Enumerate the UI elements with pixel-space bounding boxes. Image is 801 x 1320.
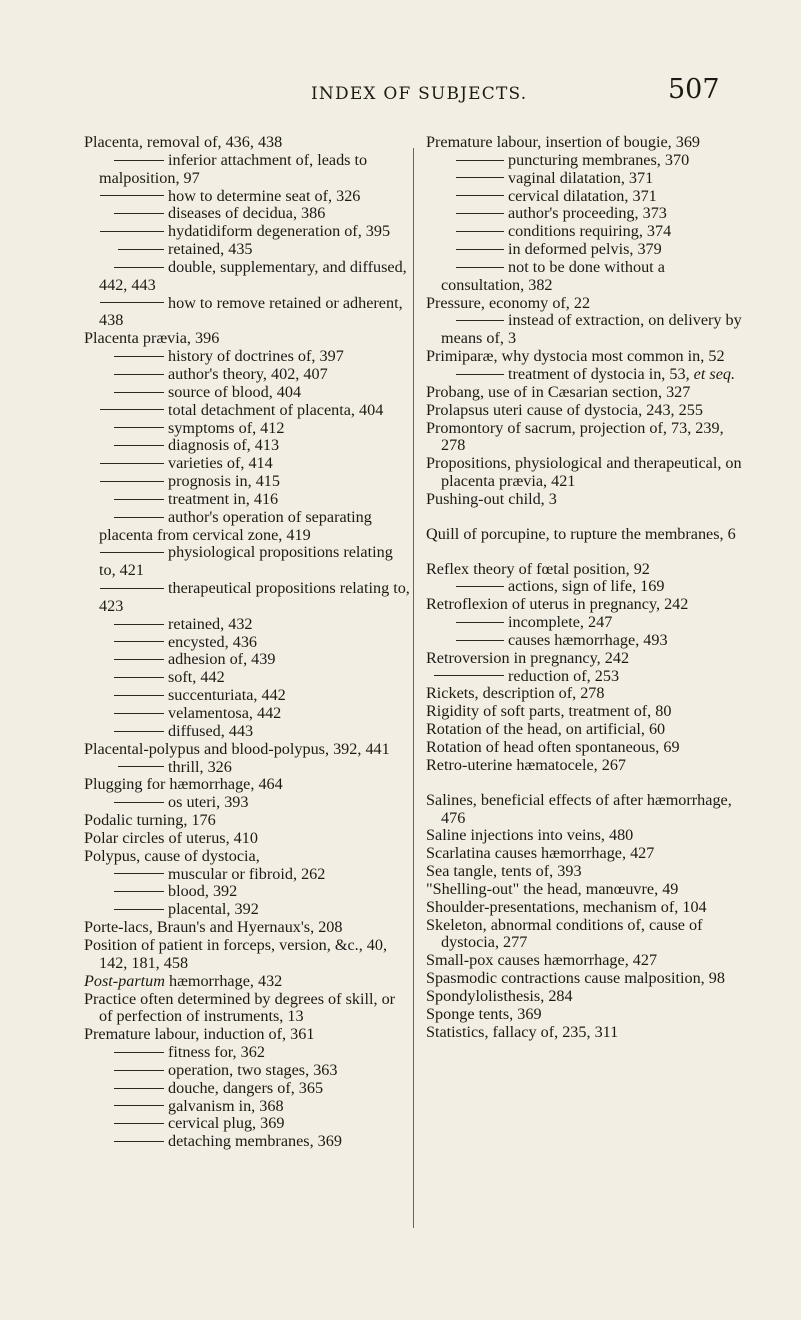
entry-text: total detachment of placenta, 404 [168,400,384,419]
entry-text: Practice often determined by degrees of skill, or of perfection of instruments, 13 [84,989,396,1026]
index-entry [426,650,748,668]
entry-text: Spasmodic contractions cause malposition, 98 [426,969,725,988]
index-entry [84,134,412,152]
index-entry [426,134,748,152]
ditto-rule [118,249,164,250]
ditto-rule [100,552,164,553]
entry-text: Pushing-out child, 3 [426,489,557,508]
entry-text: retained, 435 [168,240,253,259]
ditto-rule [114,445,164,446]
index-subentry [84,402,412,420]
index-subentry [84,687,412,705]
entry-text: encysted, 436 [168,632,258,651]
ditto-rule [456,267,504,268]
entry-text: operation, two stages, 363 [168,1060,338,1079]
entry-text: Rotation of head often spontaneous, 69 [426,738,680,756]
index-subentry [84,705,412,723]
entry-text: Polypus, cause of dystocia, [84,846,260,865]
index-subentry [84,152,412,188]
entry-text: Rigidity of soft parts, treatment of, 80 [426,702,672,721]
ditto-rule [114,802,164,803]
index-entry [426,561,748,579]
index-entry [84,776,412,794]
index-entry [84,830,412,848]
entry-text: Retroflexion of uterus in pregnancy, 242 [426,595,689,614]
index-subentry [84,1098,412,1116]
index-subentry [84,437,412,455]
entry-text: Primiparæ, why dystocia most common in, 52 [426,347,725,366]
index-subentry [426,614,748,632]
index-entry [426,348,748,366]
entry-text: Premature labour, induction of, 361 [84,1025,315,1044]
ditto-rule [100,588,164,589]
ditto-rule [456,374,504,375]
ditto-rule [456,320,504,321]
entry-text: soft, 442 [168,668,225,687]
index-subentry [426,259,748,295]
page-number: 507 [668,74,720,105]
entry-text: succenturiata, 442 [168,686,286,705]
ditto-rule [114,713,164,714]
entry-text: history of doctrines of, 397 [168,347,344,366]
ditto-rule [114,392,164,393]
index-subentry [84,580,412,616]
entry-text: Placenta prævia, 396 [84,329,220,348]
index-entry [426,757,748,775]
entry-text: Rickets, description of, 278 [426,684,605,703]
index-column-right [426,134,748,1042]
index-subentry [426,366,748,384]
entry-text: author's operation of separating placenta from cervical zone, 419 [99,507,372,544]
entry-text: muscular or fibroid, 262 [168,864,326,883]
ditto-rule [114,374,164,375]
entry-text: how to remove retained or adherent, 438 [99,293,403,330]
entry-text: Sea tangle, tents of, 393 [426,862,582,881]
index-entry [426,827,748,845]
index-entry [426,952,748,970]
ditto-rule [114,1070,164,1071]
index-entry [426,384,748,402]
entry-text: Sponge tents, 369 [426,1004,542,1023]
index-subentry [84,420,412,438]
ditto-rule [114,677,164,678]
entry-text: physiological propositions relating to, 421 [99,543,393,580]
entry-text: Small-pox causes hæmorrhage, 427 [426,951,658,970]
index-subentry [84,1115,412,1133]
section-gap [426,509,748,526]
ditto-rule [114,213,164,214]
ditto-rule [456,177,504,178]
ditto-rule [114,267,164,268]
column-divider [413,148,414,1228]
index-entry [84,848,412,866]
index-subentry [84,188,412,206]
index-entry [84,919,412,937]
ditto-rule [114,891,164,892]
index-entry [84,991,412,1027]
ditto-rule [114,499,164,500]
entry-text: Salines, beneficial effects of after hæmorrhage, 476 [426,790,732,827]
entry-text: Saline injections into veins, 480 [426,826,634,845]
ditto-rule [100,231,164,232]
ditto-rule [114,873,164,874]
entry-text: cervical plug, 369 [168,1114,285,1133]
index-entry [84,812,412,830]
index-subentry [84,384,412,402]
index-subentry [84,295,412,331]
entry-text: hydatidiform degeneration of, 395 [168,222,391,241]
index-entry [426,917,748,953]
entry-text: diagnosis of, 413 [168,436,280,455]
index-subentry [426,578,748,596]
index-subentry [84,651,412,669]
ditto-rule [114,641,164,642]
entry-text: Spondylolisthesis, 284 [426,986,573,1005]
index-entry [426,402,748,420]
entry-text: puncturing membranes, 370 [508,150,690,169]
index-entry [426,881,748,899]
index-entry [426,792,748,828]
index-subentry [84,883,412,901]
entry-text: Prolapsus uteri cause of dystocia, 243, 255 [426,400,703,419]
entry-text: Quill of porcupine, to rupture the membranes, 6 [426,524,736,543]
entry-text: treatment of dystocia in, 53, et seq. [508,364,736,383]
entry-text: Promontory of sacrum, projection of, 73, 239, 278 [426,418,724,455]
index-entry [84,330,412,348]
ditto-rule [114,731,164,732]
entry-text: Shoulder-presentations, mechanism of, 104 [426,897,707,916]
entry-text: os uteri, 393 [168,793,249,812]
index-subentry [84,366,412,384]
index-entry [426,970,748,988]
index-entry [426,1006,748,1024]
entry-text: Placental-polypus and blood-polypus, 392, 441 [84,739,390,758]
index-entry [426,988,748,1006]
index-subentry [84,509,412,545]
ditto-rule [114,1105,164,1106]
index-subentry [84,455,412,473]
index-subentry [84,223,412,241]
entry-text: actions, sign of life, 169 [508,577,665,596]
index-entry [426,685,748,703]
index-subentry [426,312,748,348]
entry-text: velamentosa, 442 [168,704,282,722]
entry-text: inferior attachment of, leads to malposition, 97 [99,150,368,187]
index-entry [426,526,748,544]
entry-text: reduction of, 253 [508,666,620,685]
ditto-rule [456,231,504,232]
index-subentry [426,223,748,241]
entry-text: fitness for, 362 [168,1043,265,1062]
entry-text: source of blood, 404 [168,382,302,401]
section-gap [426,544,748,561]
ditto-rule [456,195,504,196]
entry-text: Propositions, physiological and therapeutical, on placenta prævia, 421 [426,454,742,491]
entry-text: "Shelling-out" the head, manœuvre, 49 [426,879,679,898]
entry-text: Statistics, fallacy of, 235, 311 [426,1022,619,1041]
index-subentry [84,866,412,884]
entry-text: prognosis in, 415 [168,472,280,491]
ditto-rule [114,1123,164,1124]
entry-text: conditions requiring, 374 [508,222,672,241]
entry-text: instead of extraction, on delivery by means of, 3 [441,311,742,348]
ditto-rule [456,586,504,587]
entry-text: Retro-uterine hæmatocele, 267 [426,755,627,774]
ditto-rule [118,766,164,767]
index-entry [426,420,748,456]
entry-text: Probang, use of in Cæsarian section, 327 [426,382,691,401]
index-subentry [426,241,748,259]
entry-text: how to determine seat of, 326 [168,186,361,205]
index-entry [426,491,748,509]
entry-text: Polar circles of uterus, 410 [84,828,258,847]
entry-text: Placenta, removal of, 436, 438 [84,133,283,151]
entry-text: therapeutical propositions relating to, 423 [99,579,410,615]
ditto-rule [100,409,164,410]
index-entry [426,455,748,491]
index-entry [426,1024,748,1042]
ditto-rule [114,160,164,161]
index-subentry [426,152,748,170]
section-gap [426,775,748,792]
entry-text: galvanism in, 368 [168,1096,284,1115]
index-subentry [426,188,748,206]
ditto-rule [114,659,164,660]
entry-text: Plugging for hæmorrhage, 464 [84,775,283,794]
entry-text: Pressure, economy of, 22 [426,293,591,312]
index-subentry [84,901,412,919]
index-entry [84,973,412,991]
entry-text: Porte-lacs, Braun's and Hyernaux's, 208 [84,918,343,937]
entry-text: placental, 392 [168,900,259,919]
index-subentry [84,544,412,580]
index-subentry [84,1080,412,1098]
index-entry [426,721,748,739]
index-subentry [84,1062,412,1080]
index-subentry [426,205,748,223]
index-column-left [84,134,412,1151]
index-subentry [84,616,412,634]
index-entry [426,845,748,863]
index-entry [84,741,412,759]
ditto-rule [114,517,164,518]
ditto-rule [114,909,164,910]
index-subentry [84,634,412,652]
ditto-rule [100,481,164,482]
entry-text: Position of patient in forceps, version, &c., 40, 142, 181, 458 [84,935,388,972]
ditto-rule [456,213,504,214]
index-entry [426,596,748,614]
entry-text: in deformed pelvis, 379 [508,240,662,259]
running-head: INDEX OF SUBJECTS. [311,84,528,104]
page-header [0,74,801,114]
entry-text: author's proceeding, 373 [508,204,667,223]
ditto-rule [456,249,504,250]
index-subentry [426,170,748,188]
entry-text: diseases of decidua, 386 [168,204,326,223]
entry-text: diffused, 443 [168,721,254,740]
index-subentry [84,473,412,491]
index-subentry [84,348,412,366]
index-subentry [84,491,412,509]
ditto-rule [114,427,164,428]
entry-text: Post-partum hæmorrhage, 432 [84,971,283,990]
index-subentry [84,259,412,295]
entry-text: cervical dilatation, 371 [508,186,657,205]
ditto-rule [456,622,504,623]
entry-text: Podalic turning, 176 [84,811,216,830]
entry-text: treatment in, 416 [168,489,279,508]
index-subentry [426,632,748,650]
index-subentry [84,1133,412,1151]
ditto-rule [114,1052,164,1053]
index-subentry [84,241,412,259]
entry-text: not to be done without a consultation, 382 [441,257,665,294]
entry-text: blood, 392 [168,882,238,901]
ditto-rule [114,356,164,357]
ditto-rule [434,675,504,676]
entry-text: Scarlatina causes hæmorrhage, 427 [426,844,655,863]
entry-text: thrill, 326 [168,757,232,776]
entry-text: adhesion of, 439 [168,650,276,669]
entry-text: detaching membranes, 369 [168,1132,342,1151]
entry-text: Skeleton, abnormal conditions of, cause of dystocia, 277 [426,915,703,952]
index-subentry [84,723,412,741]
index-entry [84,1026,412,1044]
index-subentry [84,759,412,777]
entry-text: double, supplementary, and diffused, 442, 443 [99,257,407,294]
entry-text: incomplete, 247 [508,613,613,632]
entry-text: varieties of, 414 [168,454,273,473]
ditto-rule [114,1088,164,1089]
entry-text: Reflex theory of fœtal position, 92 [426,559,650,578]
entry-text: vaginal dilatation, 371 [508,168,654,187]
entry-text: retained, 432 [168,614,253,633]
index-subentry [426,668,748,686]
ditto-rule [456,160,504,161]
index-entry [426,863,748,881]
entry-text: Premature labour, insertion of bougie, 369 [426,133,701,151]
ditto-rule [100,302,164,303]
index-subentry [84,669,412,687]
index-entry [426,295,748,313]
index-entry [84,937,412,973]
ditto-rule [100,463,164,464]
entry-text: author's theory, 402, 407 [168,364,328,383]
entry-text: douche, dangers of, 365 [168,1078,324,1097]
index-entry [426,703,748,721]
index-entry [426,739,748,757]
index-subentry [84,794,412,812]
ditto-rule [100,195,164,196]
entry-text: Retroversion in pregnancy, 242 [426,648,630,667]
ditto-rule [114,1141,164,1142]
index-subentry [84,205,412,223]
entry-text: Rotation of the head, on artificial, 60 [426,720,666,739]
ditto-rule [114,695,164,696]
index-entry [426,899,748,917]
ditto-rule [456,640,504,641]
entry-text: symptoms of, 412 [168,418,285,437]
index-subentry [84,1044,412,1062]
entry-text: causes hæmorrhage, 493 [508,630,668,649]
ditto-rule [114,624,164,625]
